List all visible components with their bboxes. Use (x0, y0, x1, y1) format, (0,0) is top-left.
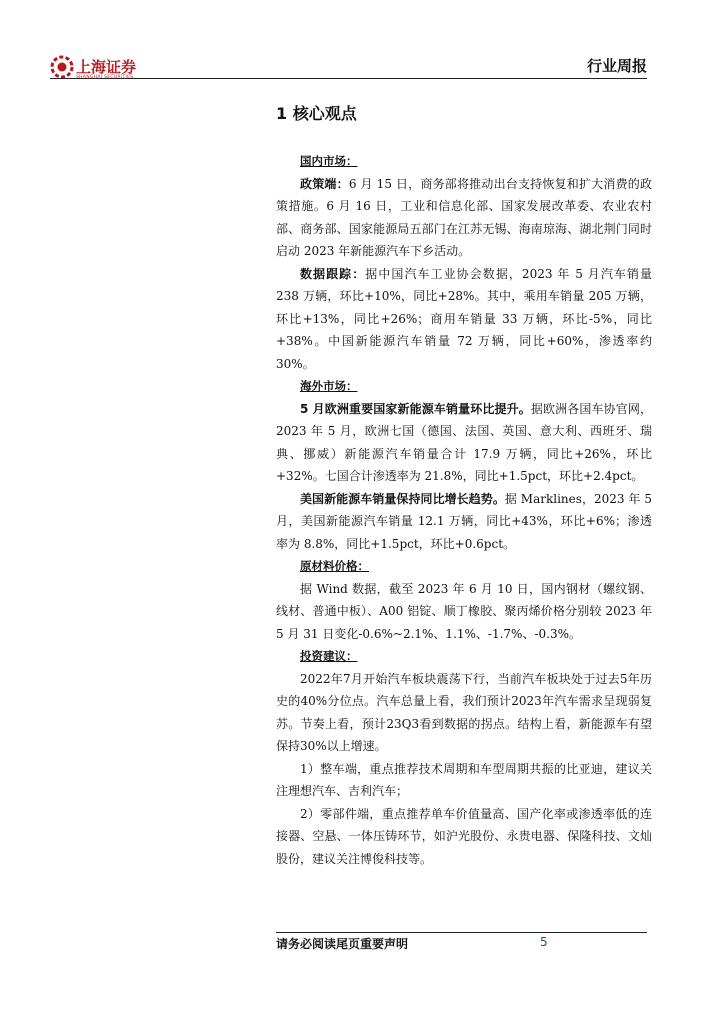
logo-emblem-icon (50, 55, 74, 79)
report-type: 行业周报 (586, 57, 647, 75)
advice-item-1: 1）整车端，重点推荐技术周期和车型周期共振的比亚迪，建议关注理想汽车、吉利汽车； (276, 761, 652, 798)
advice-heading: 投资建议： (300, 649, 358, 663)
europe-paragraph (276, 398, 652, 488)
europe-text: 据欧洲各国车协官网，2023 年 5 月，欧洲七国（德国、法国、英国、意大利、西班牙、瑞典、挪威）新能源汽车销量合计 17.9 万辆，同比+26%，环比+32%。七国合计渗透率为 21.8%，同比+1.5pct，环比+2.4pct。 (276, 401, 652, 483)
disclaimer-note: 请务必阅读尾页重要声明 (276, 937, 409, 951)
data-text: 据中国汽车工业协会数据，2023 年 5 月汽车销量 238 万辆，环比+10%，同比+28%。其中，乘用车销量 205 万辆，环比+13%，同比+26%；商用车销量 33 万辆，环比-5%，同比+38%。中国新能源汽车销量 72 万辆，同比+60%，渗透率约 30%。 (276, 266, 652, 371)
us-text: 据 Marklines，2023 年 5 月，美国新能源汽车销量 12.1 万辆，同比+43%，环比+6%；渗透率为 8.8%，同比+1.5pct，环比+0.6pct。 (276, 491, 652, 551)
materials-paragraph: 据 Wind 数据，截至 2023 年 6 月 10 日，国内钢材（螺纹钢、线材、普通中板）、A00 铝锭、顺丁橡胶、聚丙烯价格分别较 2023 年 5 月 31 日变化-0.6%~2.1%、1.1%、-1.7%、-0.3%。 (276, 581, 652, 641)
section-number: 1 (276, 104, 288, 123)
materials-heading: 原材料价格： (300, 559, 369, 573)
overseas-heading: 海外市场： (300, 379, 358, 393)
policy-label: 政策端： (300, 176, 349, 191)
section-title (276, 101, 357, 124)
logo-english-name: SHANGHAI SECURITIES (76, 75, 134, 80)
logo-chinese-name: 上海证券 (76, 58, 137, 76)
policy-text: 6 月 15 日，商务部将推动出台支持恢复和扩大消费的政策措施。6 月 16 日，工业和信息化部、国家发展改革委、农业农村部、商务部、国家能源局五部门在江苏无锡、海南琼海、湖北荆门同时启动 2023 年新能源汽车下乡活动。 (276, 176, 652, 258)
advice-intro: 2022年7月开始汽车板块震荡下行，当前汽车板块处于过去5年历史的40%分位点。汽车总量上看，我们预计2023年汽车需求呈现弱复苏。节奏上看，预计23Q3看到数据的拐点。结构上看，新能源车有望保持30%以上增速。 (276, 671, 652, 753)
section-title-text: 核心观点 (292, 104, 357, 123)
advice-item-2: 2）零部件端，重点推荐单车价值量高、国产化率或渗透率低的连接器、空悬、一体压铸环节，如沪光股份、永贵电器、保隆科技、文灿股份，建议关注博俊科技等。 (276, 806, 652, 866)
report-body (276, 150, 652, 870)
europe-label: 5 月欧洲重要国家新能源车销量环比提升。 (300, 401, 531, 416)
footer-divider (276, 932, 647, 933)
header-divider (50, 78, 647, 79)
data-label: 数据跟踪： (300, 266, 366, 281)
us-paragraph (276, 488, 652, 556)
company-logo (50, 55, 150, 87)
us-label: 美国新能源车销量保持同比增长趋势。 (300, 491, 505, 506)
domestic-heading: 国内市场： (300, 154, 358, 168)
page-number: 5 (540, 935, 548, 949)
policy-paragraph (276, 173, 652, 263)
data-paragraph (276, 263, 652, 376)
